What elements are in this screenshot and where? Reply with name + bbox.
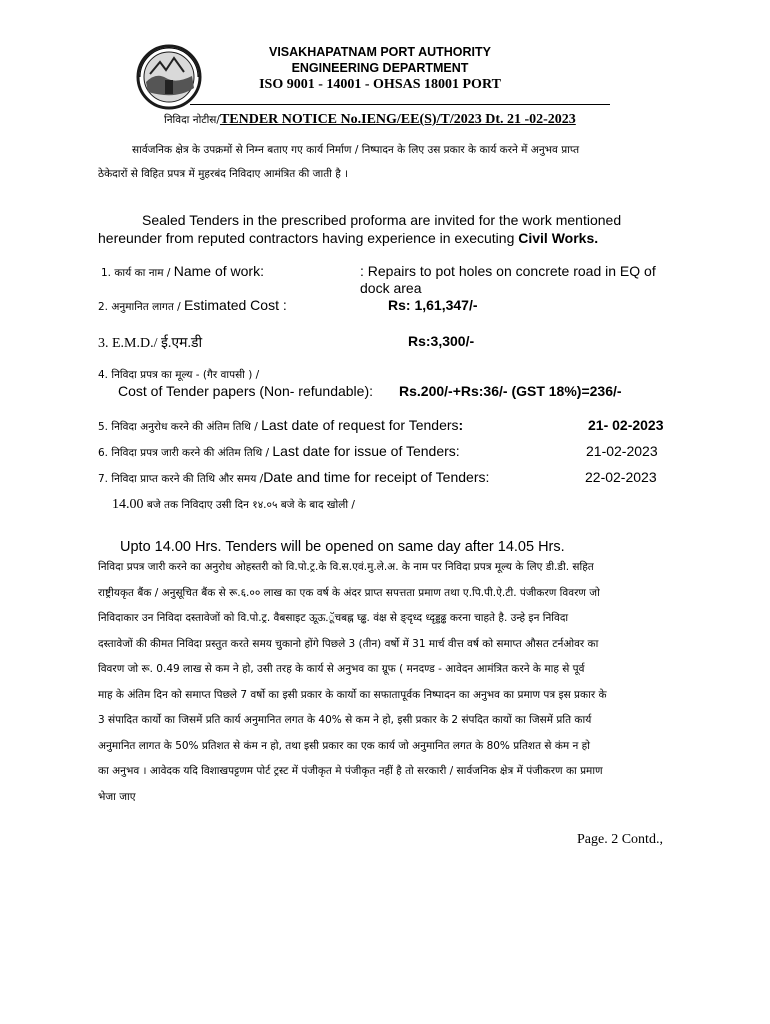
organization-name: VISAKHAPATNAM PORT AUTHORITY [269,45,491,59]
hindi-body-line: राष्ट्रीयकृत बैंक / अनुसूचित बैंक से रू.६.०० लाख का एक वर्ष के अंदर प्राप्त सपत्तता प्रमाण तथा ए.पि.पी.ऐ.टी. पंजीकरण विवरण जो [98,586,600,599]
receipt-date-value: 22-02-2023 [585,469,657,485]
notice-title-row [164,110,576,128]
tender-cost-label-hindi: 4. निविदा प्रपत्र का मूल्य - (गैर वापसी ) / [98,369,260,381]
work-name-value-1: : Repairs to pot holes on concrete road in EQ of [360,263,656,279]
hindi-body-paragraph [98,555,668,810]
page-continuation-note: Page. 2 Contd., [577,832,663,847]
opening-time-english: Upto 14.00 Hrs. Tenders will be opened on same day after 14.05 Hrs. [120,539,565,555]
estimated-cost-label: 2. अनुमानित लागत / Estimated Cost : [98,297,287,313]
hindi-body-line: माह के अंतिम दिन को समाप्त पिछले 7 वर्षो का इसी प्रकार के कार्यो का सफातापूर्वक निष्पादन का अनुभव का प्रमाण पत्र इस प्रकार के [98,688,607,701]
request-date-label: 5. निविदा अनुरोध करने की अंतिम तिथि / Last date of request for Tenders: [98,417,464,433]
intro-english-line2: hereunder from reputed contractors having experience in executing Civil Works. [98,230,599,246]
work-name-label: 1. कार्य का नाम / Name of work: [101,263,264,279]
issue-date-label: 6. निविदा प्रपत्र जारी करने की अंतिम तिथि / Last date for issue of Tenders: [98,443,460,459]
hindi-body-line: विवरण जो रू. 0.49 लाख से कम ने हो, उसी तरह के कार्य से अनुभव का ग्रूफ ( मनदण्ड - आवेदन आमंत्रित करने के माह से पूर्व [98,663,585,675]
work-name-value-2: dock area [360,280,422,296]
request-date-value: 21- 02-2023 [588,417,664,433]
hindi-body-line: 3 संपादित कार्यो का जिसमें प्रति कार्य अनुमानित लगत के 40% से कम ने हो, इसी प्रकार के 2 संपदित कायों का जिसमें प्रति कार्य [98,714,592,726]
intro-english-line1: Sealed Tenders in the prescribed proforma are invited for the work mentioned [142,212,622,228]
iso-certification: ISO 9001 - 14001 - OHSAS 18001 PORT [259,77,501,92]
header-divider [190,104,610,105]
notice-title-hindi: निविदा नोटीस/ [164,114,220,126]
estimated-cost-value: Rs: 1,61,347/- [388,297,478,313]
hindi-body-line: निविदाकार उन निविदा दस्तावेजों को वि.पो.ट्र. वैबसाइट ऊूऊ.ूॅचबह्न घ्ढ्ढ. वंक्ष से ङ्दृध्द ध्दृड्डढ्ढ करना चाहते है. उन्हे इन निविदा [98,612,569,624]
intro-hindi-line2: ठेकेदारों से विहित प्रपत्र में मुहरबंद निविदाए आमंत्रित की जाती है । [98,168,349,180]
receipt-date-label: 7. निविदा प्राप्त करने की तिथि और समय /Date and time for receipt of Tenders: [98,469,490,485]
tender-cost-label: Cost of Tender papers (Non- refundable): [118,383,373,399]
opening-time-hindi: 14.00 बजे तक निविदाए उसी दिन १४.०५ बजे के बाद खोली / [112,497,355,512]
issue-date-value: 21-02-2023 [586,443,658,459]
intro-hindi-line1: सार्वजनिक क्षेत्र के उपक्रमों से निम्न बताए गए कार्य निर्माण / निष्पादन के लिए उस प्रकार के कार्य करने में अनुभव प्राप्त [132,144,580,156]
hindi-body-line: अनुमानित लागत के 50% प्रतिशत से कंम न हो, तथा इसी प्रकार का एक कार्य जो अनुमानित लगत के 80% प्रतिशत से कंम न हो [98,739,590,752]
civil-works: Civil Works. [518,230,599,246]
hindi-body-line: भेजा जाए [98,790,136,803]
emd-label: 3. E.M.D./ ई.एम.डी [98,336,203,351]
department-name: ENGINEERING DEPARTMENT [291,61,469,75]
hindi-body-line: निविदा प्रपत्र जारी करने का अनुरोध ओहस्तरी को वि.पो.ट्र.के वि.स.एवं.मु.ले.अ. के नाम पर निविदा प्रपत्र मूल्य के लिए डी.डी. सहित [98,561,594,573]
hindi-body-line: दस्तावेजों की कीमत निविदा प्रस्तुत करते समय चुकानो होंगे पिछले 3 (तीन) वर्षो में 31 मार्च वीत्त वर्ष को समाप्त औसत टर्नओवर का [98,637,599,650]
notice-title: TENDER NOTICE No.IENG/EE(S)/T/2023 Dt. 21 -02-2023 [219,112,576,127]
emd-value: Rs:3,300/- [408,333,475,349]
hindi-body-line: का अनुभव । आवेदक यदि विशाखपट्टणम पोर्ट ट्रस्ट में पंजीकृत मे पंजीकृत नहीं है तो सरकारी / सार्वजनिक क्षेत्र में पंजीकरण का प्रमाण [98,765,603,777]
tender-cost-value: Rs.200/-+Rs:36/- (GST 18%)=236/- [399,383,622,399]
